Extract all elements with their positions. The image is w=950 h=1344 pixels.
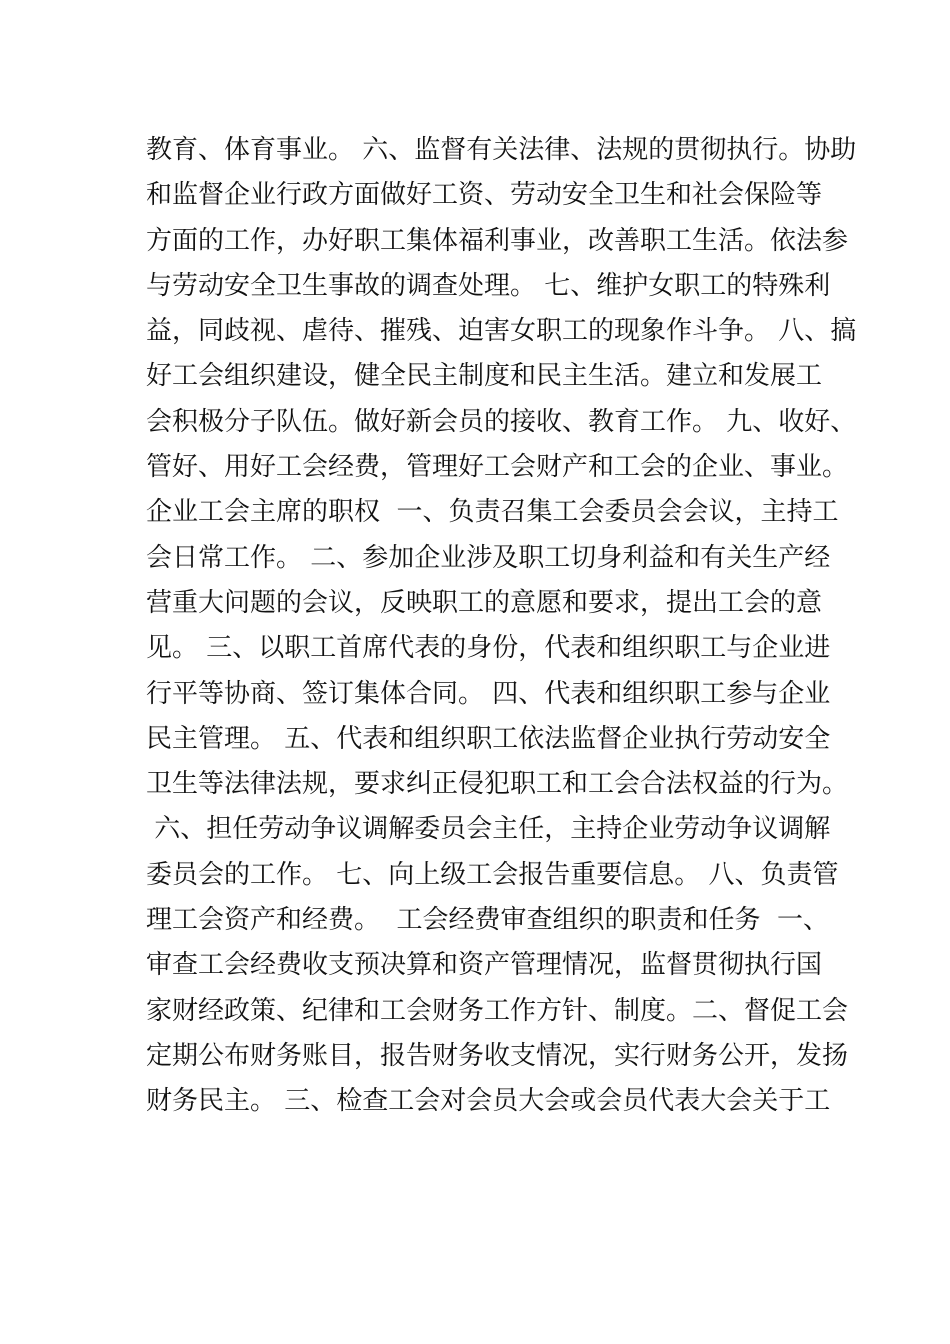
text-line: 卫生等法律法规，要求纠正侵犯职工和工会合法权益的行为。 (146, 769, 849, 800)
text-line: 民主管理。 五、代表和组织职工依法监督企业执行劳动安全 (146, 723, 831, 754)
text-line: 理工会资产和经费。 工会经费审查组织的职责和任务 一、 (146, 905, 830, 936)
body-text (146, 128, 857, 1125)
text-line: 方面的工作，办好职工集体福利事业，改善职工生活。依法参 (146, 225, 849, 256)
text-line: 会日常工作。 二、参加企业涉及职工切身利益和有关生产经 (146, 542, 831, 573)
text-line: 财务民主。 三、检查工会对会员大会或会员代表大会关于工 (146, 1086, 831, 1117)
text-line: 和监督企业行政方面做好工资、劳动安全卫生和社会保险等 (146, 180, 823, 211)
text-line: 益，同歧视、虐待、摧残、迫害女职工的现象作斗争。 八、搞 (146, 316, 857, 347)
text-line: 会积极分子队伍。做好新会员的接收、教育工作。 九、收好、 (146, 406, 857, 437)
text-line: 企业工会主席的职权 一、负责召集工会委员会会议，主持工 (146, 497, 839, 528)
text-line: 管好、用好工会经费，管理好工会财产和工会的企业、事业。 (146, 452, 849, 483)
text-line: 教育、体育事业。 六、监督有关法律、法规的贯彻执行。协助 (146, 135, 857, 165)
text-line: 家财经政策、纪律和工会财务工作方针、制度。二、督促工会 (146, 995, 849, 1026)
text-line: 营重大问题的会议，反映职工的意愿和要求，提出工会的意 (146, 587, 823, 618)
text-line: 行平等协商、签订集体合同。 四、代表和组织职工参与企业 (146, 678, 831, 709)
text-line: 见。 三、以职工首席代表的身份，代表和组织职工与企业进 (146, 633, 831, 664)
text-line: 定期公布财务账目，报告财务收支情况，实行财务公开，发扬 (146, 1040, 849, 1071)
text-line: 好工会组织建设，健全民主制度和民主生活。建立和发展工 (146, 361, 823, 392)
text-line: 审查工会经费收支预决算和资产管理情况，监督贯彻执行国 (146, 950, 823, 981)
text-line: 与劳动安全卫生事故的调查处理。 七、维护女职工的特殊利 (146, 270, 831, 301)
text-line: 委员会的工作。 七、向上级工会报告重要信息。 八、负责管 (146, 859, 839, 890)
text-line: 六、担任劳动争议调解委员会主任，主持企业劳动争议调解 (146, 814, 831, 845)
